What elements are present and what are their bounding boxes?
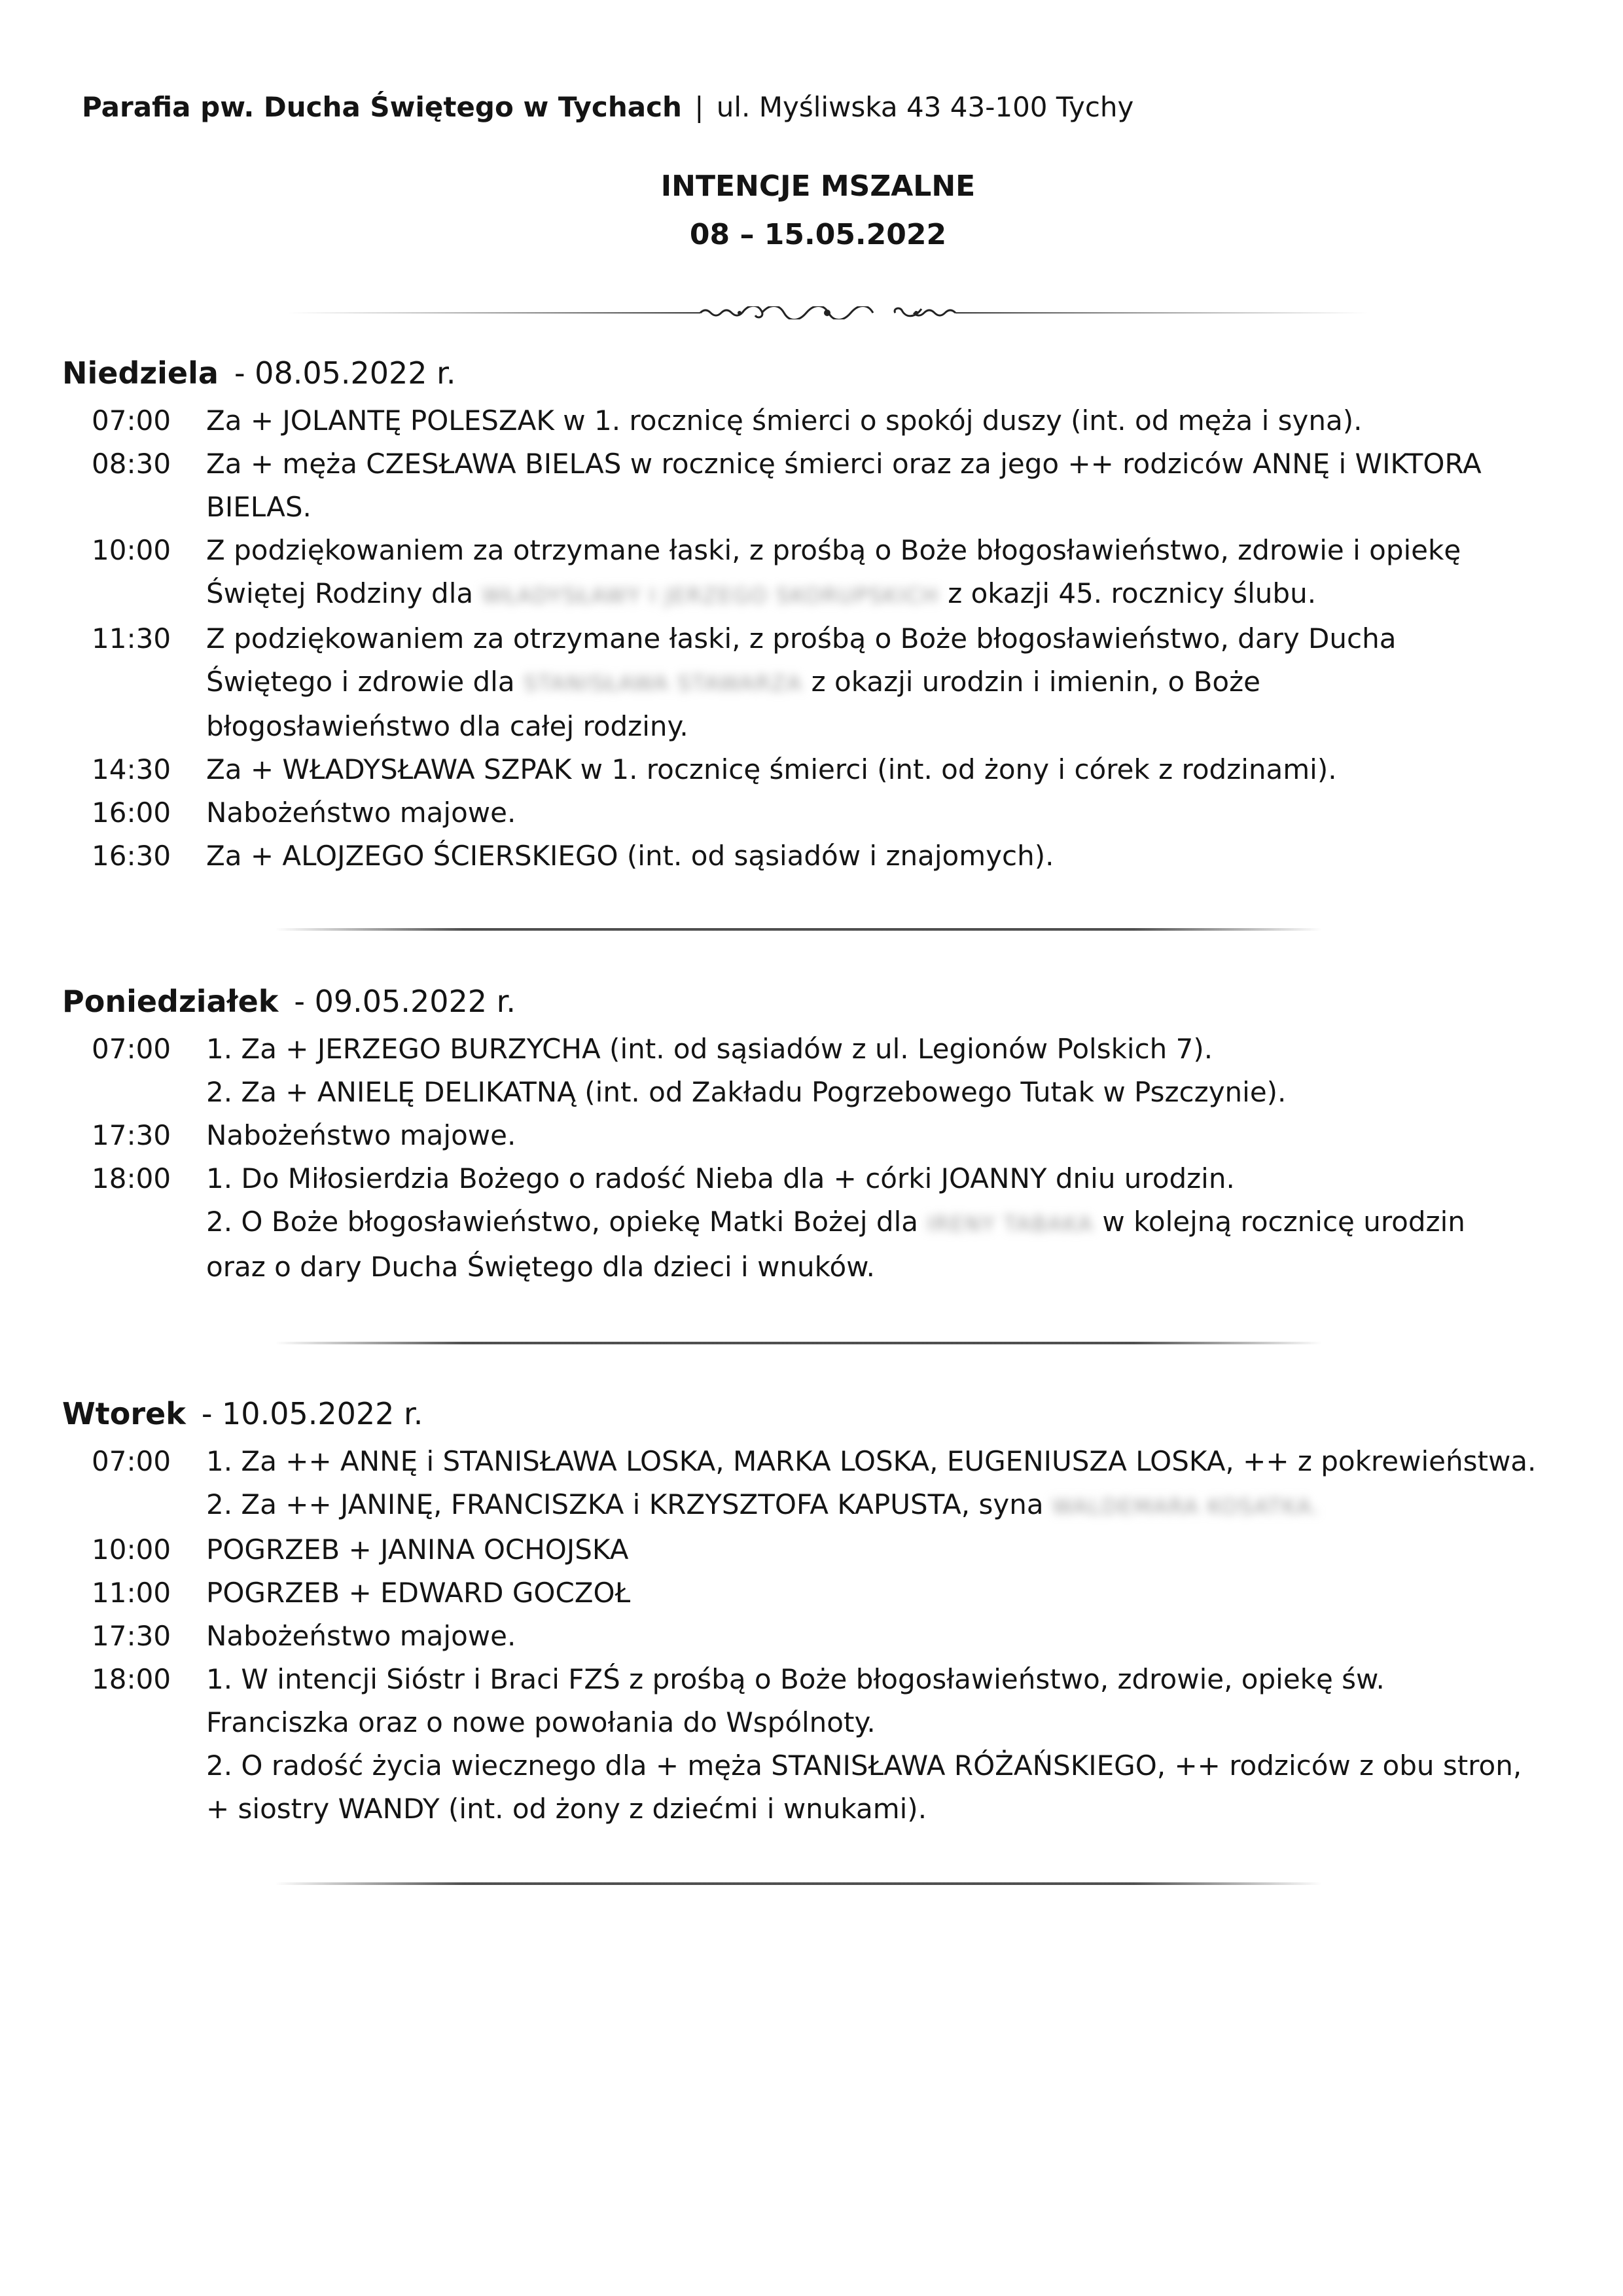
day-date: - 08.05.2022 r. bbox=[234, 355, 456, 391]
intention-text bbox=[206, 617, 1567, 749]
intention-line bbox=[206, 1528, 1567, 1571]
redacted-name: IRENY TABAKA bbox=[927, 1211, 1094, 1236]
intention-entry bbox=[62, 617, 1567, 749]
intention-entry bbox=[62, 529, 1567, 617]
redacted-name: STANISŁAWA STAWARZA bbox=[523, 671, 803, 696]
text-segment: 2. O Boże błogosławieństwo, opiekę Matki Bożej dla bbox=[206, 1206, 927, 1238]
text-segment: 1. Za + JERZEGO BURZYCHA (int. od sąsiadów z ul. Legionów Polskich 7). bbox=[206, 1033, 1213, 1065]
day-section bbox=[62, 353, 1567, 878]
text-segment: oraz o dary Ducha Świętego dla dzieci i wnuków. bbox=[206, 1250, 876, 1283]
intention-text bbox=[206, 834, 1567, 878]
text-segment: z okazji 45. rocznicy ślubu. bbox=[938, 577, 1317, 609]
mass-time: 16:00 bbox=[92, 797, 171, 829]
intention-line bbox=[206, 1787, 1567, 1831]
day-section bbox=[62, 982, 1567, 1289]
section-divider bbox=[275, 1342, 1322, 1344]
title-line-1: INTENCJE MSZALNE bbox=[660, 170, 976, 203]
intention-entry bbox=[62, 1157, 1567, 1289]
intention-entry bbox=[62, 748, 1567, 791]
text-segment: Świętego i zdrowie dla bbox=[206, 665, 524, 698]
intention-entry bbox=[62, 1114, 1567, 1157]
mass-time: 07:00 bbox=[92, 1033, 171, 1065]
day-heading bbox=[62, 353, 1567, 393]
text-segment: Z podziękowaniem za otrzymane łaski, z prośbą o Boże błogosławieństwo, zdrowie i opiekę bbox=[206, 534, 1461, 566]
intention-text bbox=[206, 1440, 1567, 1528]
intention-text bbox=[206, 399, 1567, 442]
text-segment: 1. Za ++ ANNĘ i STANISŁAWA LOSKA, MARKA LOSKA, EUGENIUSZA LOSKA, ++ z pokrewieństwa. bbox=[206, 1445, 1537, 1477]
text-segment: Za + męża CZESŁAWA BIELAS w rocznicę śmierci oraz za jego ++ rodziców ANNĘ i WIKTORA bbox=[206, 448, 1482, 480]
mass-time: 16:30 bbox=[92, 840, 171, 872]
intention-line bbox=[206, 1483, 1567, 1528]
day-name: Niedziela bbox=[62, 355, 219, 391]
intention-text bbox=[206, 1028, 1567, 1114]
intention-text bbox=[206, 1658, 1567, 1831]
text-segment: Nabożeństwo majowe. bbox=[206, 1619, 516, 1652]
intention-line bbox=[206, 486, 1567, 529]
intention-entry bbox=[62, 1658, 1567, 1831]
text-segment: Za + JOLANTĘ POLESZAK w 1. rocznicę śmierci o spokój duszy (int. od męża i syna). bbox=[206, 404, 1363, 437]
intention-line bbox=[206, 1071, 1567, 1114]
text-segment: Z podziękowaniem za otrzymane łaski, z prośbą o Boże błogosławieństwo, dary Ducha bbox=[206, 622, 1397, 655]
text-segment: błogosławieństwo dla całej rodziny. bbox=[206, 710, 688, 742]
intention-line bbox=[206, 1615, 1567, 1658]
intention-entry bbox=[62, 1440, 1567, 1528]
text-segment: Za + ALOJZEGO ŚCIERSKIEGO (int. od sąsiadów i znajomych). bbox=[206, 840, 1054, 872]
intention-line bbox=[206, 1658, 1567, 1701]
text-segment: 2. O radość życia wiecznego dla + męża STANISŁAWA RÓŻAŃSKIEGO, ++ rodziców z obu stron, bbox=[206, 1749, 1522, 1782]
intention-entry bbox=[62, 834, 1567, 878]
intention-line bbox=[206, 1157, 1567, 1200]
intention-line bbox=[206, 529, 1567, 572]
intention-line bbox=[206, 1440, 1567, 1483]
section-divider bbox=[275, 928, 1322, 931]
intention-line bbox=[206, 660, 1567, 706]
intention-line bbox=[206, 1701, 1567, 1744]
parish-name: Parafia pw. Ducha Świętego w Tychach bbox=[82, 91, 682, 123]
text-segment: Nabożeństwo majowe. bbox=[206, 797, 516, 829]
text-segment: + siostry WANDY (int. od żony z dziećmi i wnukami). bbox=[206, 1792, 927, 1825]
intention-line bbox=[206, 442, 1567, 486]
mass-time: 10:00 bbox=[92, 1533, 171, 1566]
section-divider bbox=[275, 1882, 1322, 1885]
mass-time: 11:30 bbox=[92, 622, 171, 655]
intention-entry bbox=[62, 442, 1567, 529]
intention-line bbox=[206, 1114, 1567, 1157]
header-separator: | bbox=[694, 91, 704, 123]
intention-line bbox=[206, 791, 1567, 834]
parish-address: ul. Myśliwska 43 43-100 Tychy bbox=[716, 91, 1134, 123]
intention-line bbox=[206, 1246, 1567, 1289]
intention-entry bbox=[62, 399, 1567, 442]
day-heading bbox=[62, 1394, 1567, 1433]
text-segment: 1. Do Miłosierdzia Bożego o radość Nieba dla + córki JOANNY dniu urodzin. bbox=[206, 1162, 1235, 1194]
redacted-name: WALDEMARA KOSATKA. bbox=[1052, 1494, 1321, 1519]
intention-line bbox=[206, 1744, 1567, 1787]
day-date: - 09.05.2022 r. bbox=[294, 984, 516, 1019]
intention-text bbox=[206, 1528, 1567, 1571]
intention-line bbox=[206, 705, 1567, 748]
mass-time: 18:00 bbox=[92, 1162, 171, 1194]
intention-text bbox=[206, 748, 1567, 791]
text-segment: POGRZEB + EDWARD GOCZOŁ bbox=[206, 1576, 631, 1609]
mass-time: 10:00 bbox=[92, 534, 171, 566]
text-segment: POGRZEB + JANINA OCHOJSKA bbox=[206, 1533, 629, 1566]
text-segment: BIELAS. bbox=[206, 491, 312, 523]
text-segment: 2. Za ++ JANINĘ, FRANCISZKA i KRZYSZTOFA KAPUSTA, syna bbox=[206, 1488, 1052, 1520]
day-section bbox=[62, 1394, 1567, 1831]
intention-line bbox=[206, 1200, 1567, 1246]
mass-time: 07:00 bbox=[92, 1445, 171, 1477]
mass-time: 18:00 bbox=[92, 1662, 171, 1695]
intention-text bbox=[206, 1571, 1567, 1615]
day-name: Wtorek bbox=[62, 1396, 186, 1431]
intention-line bbox=[206, 572, 1567, 617]
parish-header bbox=[82, 88, 1133, 127]
intention-text bbox=[206, 1114, 1567, 1157]
day-date: - 10.05.2022 r. bbox=[201, 1396, 423, 1431]
intention-text bbox=[206, 791, 1567, 834]
text-segment: Świętej Rodziny dla bbox=[206, 577, 482, 609]
intention-entry bbox=[62, 1028, 1567, 1114]
mass-time: 11:00 bbox=[92, 1576, 171, 1609]
day-name: Poniedziałek bbox=[62, 984, 279, 1019]
mass-time: 14:30 bbox=[92, 753, 171, 785]
text-segment: 2. Za + ANIELĘ DELIKATNĄ (int. od Zakładu Pogrzebowego Tutak w Pszczynie). bbox=[206, 1076, 1287, 1108]
intention-line bbox=[206, 399, 1567, 442]
intention-entry bbox=[62, 1571, 1567, 1615]
intention-line bbox=[206, 1028, 1567, 1071]
mass-time: 08:30 bbox=[92, 448, 171, 480]
intention-line bbox=[206, 748, 1567, 791]
text-segment: 1. W intencji Sióstr i Braci FZŚ z prośbą o Boże błogosławieństwo, zdrowie, opiekę św. bbox=[206, 1662, 1385, 1695]
intention-text bbox=[206, 1615, 1567, 1658]
redacted-name: WŁADYSŁAWY I JERZEGO SKORUPSKICH bbox=[482, 583, 939, 608]
text-segment: z okazji urodzin i imienin, o Boże bbox=[802, 665, 1260, 698]
intention-entry bbox=[62, 791, 1567, 834]
intention-entry bbox=[62, 1528, 1567, 1571]
intention-text bbox=[206, 1157, 1567, 1289]
text-segment: Nabożeństwo majowe. bbox=[206, 1119, 516, 1151]
document-title bbox=[0, 162, 1623, 259]
ornament-divider bbox=[288, 306, 1368, 319]
mass-time: 07:00 bbox=[92, 404, 171, 437]
day-heading bbox=[62, 982, 1567, 1021]
intention-line bbox=[206, 834, 1567, 878]
mass-time: 17:30 bbox=[92, 1619, 171, 1652]
intention-line bbox=[206, 617, 1567, 660]
text-segment: w kolejną rocznicę urodzin bbox=[1094, 1206, 1465, 1238]
mass-time: 17:30 bbox=[92, 1119, 171, 1151]
intention-text bbox=[206, 529, 1567, 617]
intention-line bbox=[206, 1571, 1567, 1615]
intention-text bbox=[206, 442, 1567, 529]
title-line-2: 08 – 15.05.2022 bbox=[689, 218, 947, 251]
intention-entry bbox=[62, 1615, 1567, 1658]
text-segment: Franciszka oraz o nowe powołania do Wspólnoty. bbox=[206, 1706, 876, 1738]
text-segment: Za + WŁADYSŁAWA SZPAK w 1. rocznicę śmierci (int. od żony i córek z rodzinami). bbox=[206, 753, 1337, 785]
